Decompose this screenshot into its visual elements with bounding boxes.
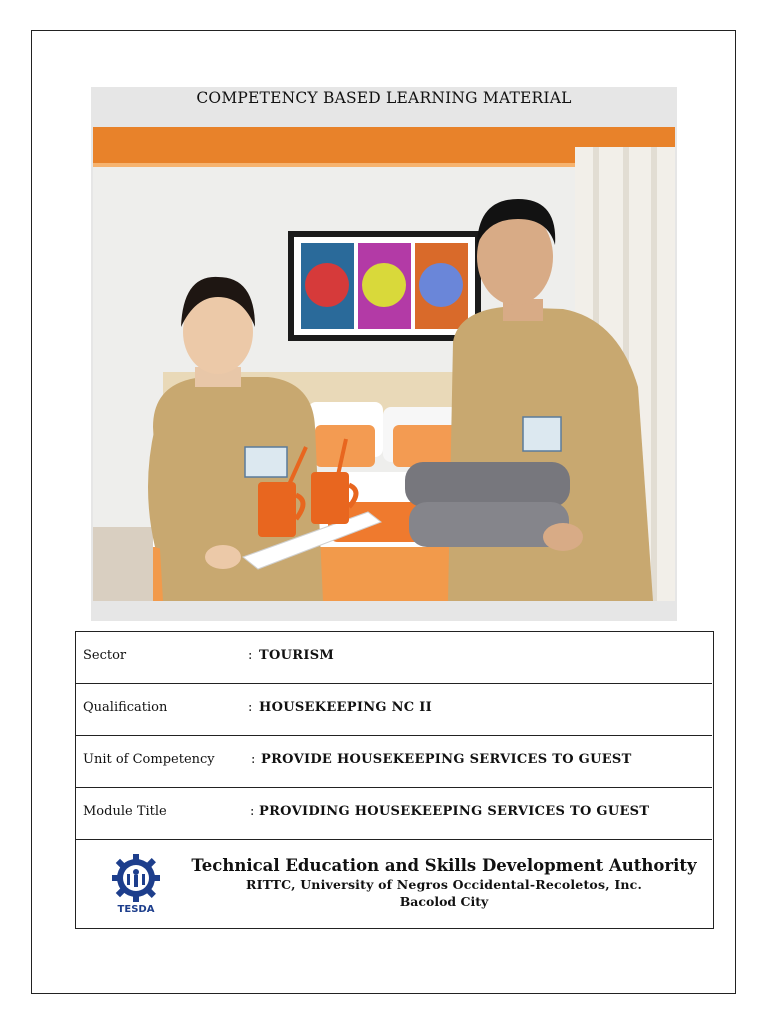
- info-label: Sector: [83, 648, 127, 663]
- info-row-sector: [76, 632, 712, 684]
- info-row-qualification: [76, 684, 712, 736]
- info-row-unit-of-competency: [76, 736, 712, 788]
- info-value: PROVIDE HOUSEKEEPING SERVICES TO GUEST: [261, 752, 632, 767]
- info-label: Qualification: [83, 700, 168, 715]
- tesda-logo-text: TESDA: [117, 904, 155, 915]
- organization-city: Bacolod City: [399, 894, 489, 909]
- info-value: TOURISM: [259, 648, 335, 663]
- info-separator: :: [251, 752, 256, 767]
- tesda-gear-logo-icon: [106, 854, 166, 916]
- institution-footer: [76, 840, 712, 928]
- info-separator: :: [250, 804, 255, 819]
- module-info-table: [75, 631, 714, 929]
- info-separator: :: [248, 700, 253, 715]
- info-row-module-title: [76, 788, 712, 840]
- cover-photo-illustration: [93, 127, 675, 601]
- organization-subtitle: RITTC, University of Negros Occidental-Recoletos, Inc.: [245, 877, 643, 892]
- info-separator: :: [248, 648, 253, 663]
- cover-photo: [93, 127, 675, 601]
- info-value: HOUSEKEEPING NC II: [259, 700, 433, 715]
- info-label: Module Title: [83, 804, 167, 819]
- cover-title: COMPETENCY BASED LEARNING MATERIAL: [196, 89, 572, 107]
- info-label: Unit of Competency: [83, 752, 215, 767]
- organization-name: Technical Education and Skills Development Authority: [191, 856, 697, 875]
- info-value: PROVIDING HOUSEKEEPING SERVICES TO GUEST: [259, 804, 650, 819]
